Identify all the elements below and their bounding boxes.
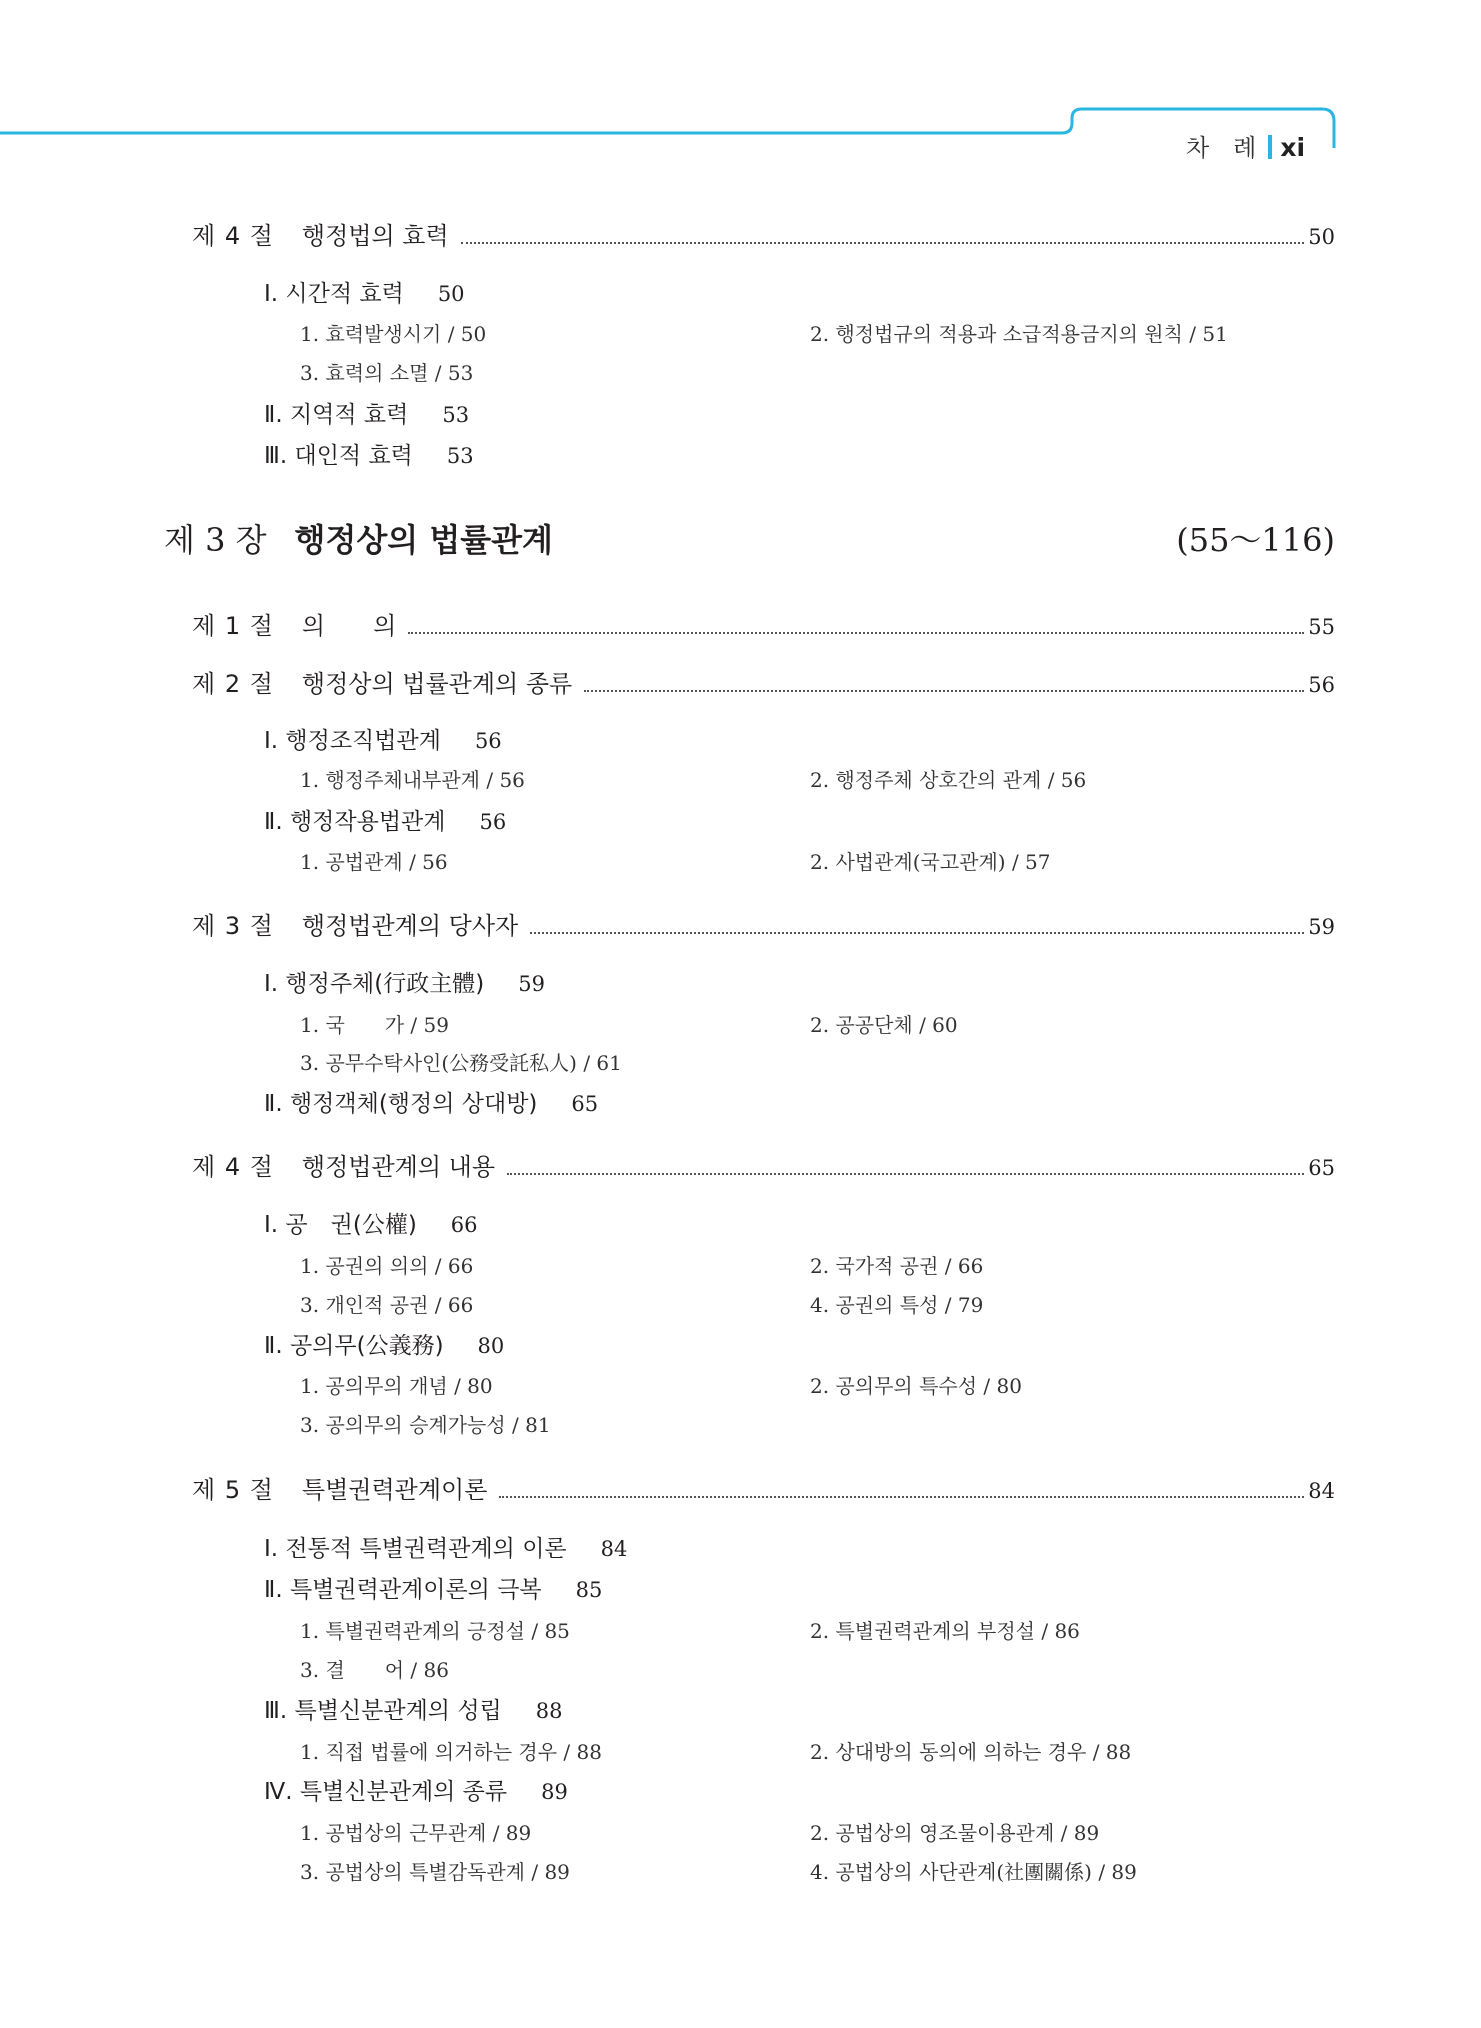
header-divider [1268,135,1272,159]
toc-subsection[interactable] [264,1327,504,1360]
subsection-title: Ⅰ. 공 권(公權) [264,1212,417,1238]
toc-item[interactable]: 3. 효력의 소멸 / 53 [300,361,474,385]
subsection-title: Ⅱ. 행정작용법관계 [264,809,446,835]
toc-item[interactable]: 1. 공권의 의의 / 66 [300,1254,474,1278]
subsection-page: 66 [450,1213,478,1237]
subsection-page: 59 [518,972,545,996]
section-title: 특별권력관계이론 [301,1476,488,1504]
toc-item[interactable]: 2. 행정주체 상호간의 관계 / 56 [810,768,1087,792]
subsection-page: 65 [571,1092,599,1116]
subsection-title: Ⅲ. 특별신분관계의 성립 [264,1698,502,1724]
subsection-title: Ⅱ. 공의무(公義務) [264,1333,444,1359]
subsection-page: 80 [477,1334,505,1358]
toc-item[interactable]: 2. 공법상의 영조물이용관계 / 89 [810,1821,1100,1845]
section-title: 행정법관계의 당사자 [301,912,519,940]
subsection-page: 89 [541,1780,568,1804]
section-page: 59 [1308,915,1335,939]
section-page: 55 [1308,615,1335,639]
section-number: 제 2 절 [192,670,274,698]
dot-leader [507,1172,1304,1175]
toc-item[interactable]: 1. 효력발생시기 / 50 [300,322,487,346]
subsection-title: Ⅰ. 시간적 효력 [264,281,404,307]
chapter-title: 행정상의 법률관계 [294,521,553,559]
toc-subsection[interactable] [264,1530,627,1563]
page-number: xi [1280,133,1306,162]
section-page: 50 [1308,225,1335,249]
toc-item[interactable]: 4. 공권의 특성 / 79 [810,1293,984,1317]
running-header [1186,128,1305,163]
toc-subsection[interactable] [264,1085,598,1118]
toc-item[interactable]: 1. 특별권력관계의 긍정설 / 85 [300,1619,570,1643]
toc-section[interactable] [192,1147,1335,1182]
toc-item[interactable]: 3. 공법상의 특별감독관계 / 89 [300,1860,570,1884]
toc-item[interactable]: 3. 공의무의 승계가능성 / 81 [300,1413,551,1437]
subsection-title: Ⅳ. 특별신분관계의 종류 [264,1779,508,1805]
toc-section[interactable] [192,664,1335,699]
section-number: 제 4 절 [192,1153,274,1181]
toc-subsection[interactable] [264,275,465,308]
toc-subsection[interactable] [264,1206,478,1239]
toc-subsection[interactable] [264,965,545,998]
subsection-page: 50 [437,282,465,306]
toc-subsection[interactable] [264,722,502,755]
toc-item[interactable]: 3. 개인적 공권 / 66 [300,1293,474,1317]
subsection-page: 84 [600,1537,628,1561]
toc-item[interactable]: 2. 특별권력관계의 부정설 / 86 [810,1619,1080,1643]
toc-item[interactable]: 1. 공의무의 개념 / 80 [300,1374,493,1398]
section-title: 행정법관계의 내용 [301,1153,496,1181]
toc-item[interactable]: 3. 결 어 / 86 [300,1658,449,1682]
subsection-title: Ⅱ. 지역적 효력 [264,402,409,428]
dot-leader [499,1495,1304,1498]
subsection-page: 53 [446,444,474,468]
dot-leader [530,931,1304,934]
section-page: 56 [1308,673,1335,697]
section-number: 제 1 절 [192,612,274,640]
section-number: 제 5 절 [192,1476,274,1504]
section-title: 행정법의 효력 [301,222,449,250]
dot-leader [584,689,1304,692]
chapter-number: 제 3 장 [164,521,267,559]
toc-item[interactable]: 4. 공법상의 사단관계(社團關係) / 89 [810,1860,1137,1884]
toc-section[interactable] [192,606,1335,641]
toc-item[interactable]: 2. 상대방의 동의에 의하는 경우 / 88 [810,1740,1132,1764]
subsection-page: 56 [479,810,507,834]
subsection-page: 56 [474,729,502,753]
running-header-label: 차 례 [1186,134,1257,162]
toc-subsection[interactable] [264,1692,563,1725]
toc-item[interactable]: 1. 직접 법률에 의거하는 경우 / 88 [300,1740,602,1764]
section-number: 제 3 절 [192,912,274,940]
toc-subsection[interactable] [264,437,474,470]
subsection-page: 88 [535,1699,563,1723]
toc-item[interactable]: 2. 공공단체 / 60 [810,1013,958,1037]
subsection-title: Ⅰ. 행정주체(行政主體) [264,971,485,997]
subsection-title: Ⅱ. 행정객체(행정의 상대방) [264,1091,538,1117]
toc-item[interactable]: 2. 국가적 공권 / 66 [810,1254,984,1278]
toc-subsection[interactable] [264,396,469,429]
toc-section[interactable] [192,906,1335,941]
toc-section[interactable] [192,1470,1335,1505]
toc-item[interactable]: 1. 공법상의 근무관계 / 89 [300,1821,532,1845]
section-page: 65 [1308,1156,1335,1180]
toc-item[interactable]: 2. 공의무의 특수성 / 80 [810,1374,1022,1398]
dot-leader [408,631,1304,634]
chapter-page-range: (55～116) [1176,521,1335,559]
subsection-page: 85 [575,1578,603,1602]
toc-item[interactable]: 1. 행정주체내부관계 / 56 [300,768,525,792]
toc-item[interactable]: 2. 행정법규의 적용과 소급적용금지의 원칙 / 51 [810,322,1228,346]
section-page: 84 [1308,1479,1335,1503]
section-title: 의 의 [301,612,397,640]
subsection-title: Ⅰ. 전통적 특별권력관계의 이론 [264,1536,567,1562]
toc-item[interactable]: 1. 국 가 / 59 [300,1013,449,1037]
subsection-title: Ⅰ. 행정조직법관계 [264,728,441,754]
toc-subsection[interactable] [264,1571,602,1604]
toc-chapter[interactable] [164,515,1335,561]
toc-item[interactable]: 3. 공무수탁사인(公務受託私人) / 61 [300,1051,622,1075]
section-title: 행정상의 법률관계의 종류 [301,670,573,698]
subsection-title: Ⅱ. 특별권력관계이론의 극복 [264,1577,542,1603]
section-number: 제 4 절 [192,222,274,250]
toc-subsection[interactable] [264,803,506,836]
dot-leader [461,241,1305,244]
toc-item[interactable]: 1. 공법관계 / 56 [300,850,448,874]
toc-item[interactable]: 2. 사법관계(국고관계) / 57 [810,850,1051,874]
subsection-page: 53 [442,403,470,427]
toc-section[interactable] [192,216,1335,251]
subsection-title: Ⅲ. 대인적 효력 [264,443,413,469]
toc-subsection[interactable] [264,1773,568,1806]
